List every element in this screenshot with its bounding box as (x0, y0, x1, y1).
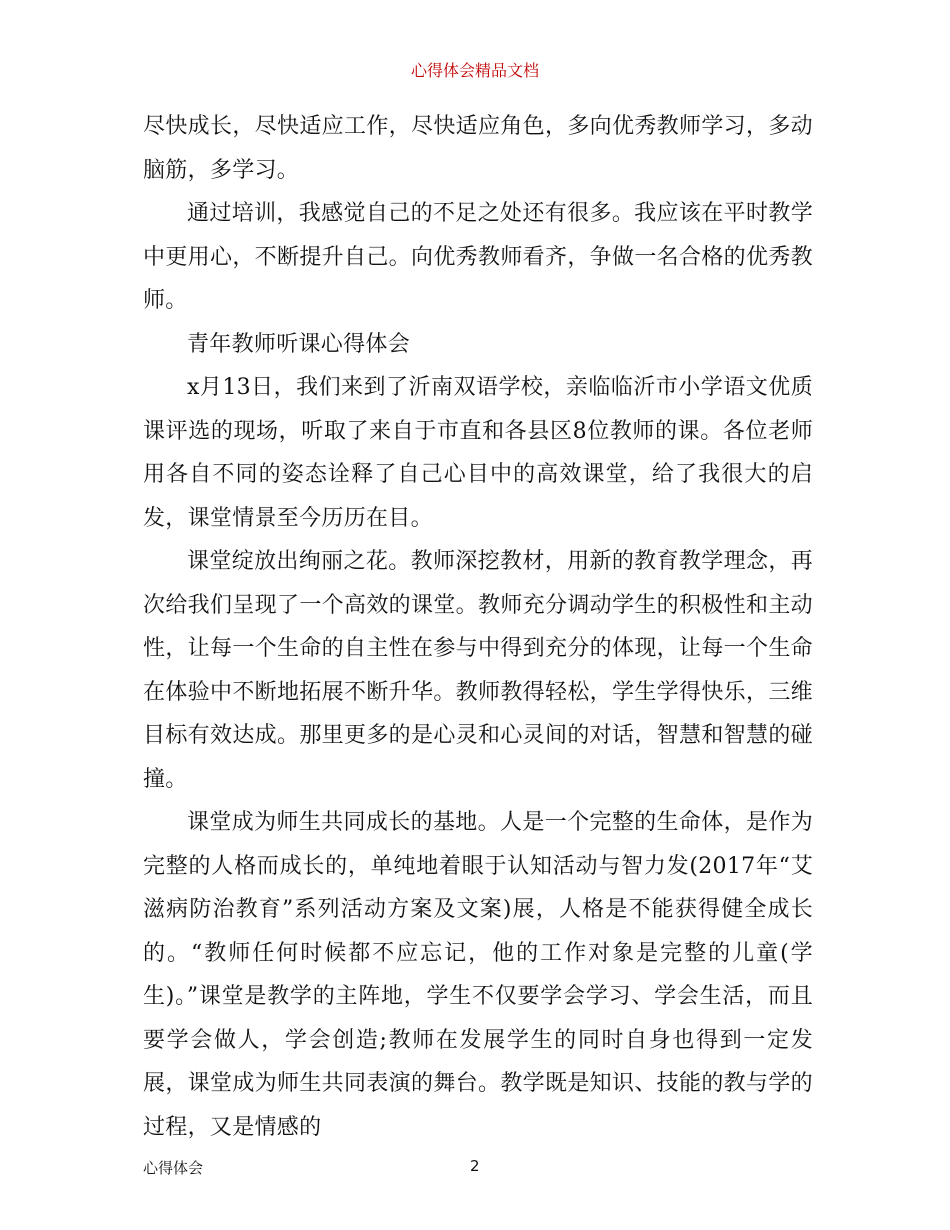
paragraph-school-visit: x月13日，我们来到了沂南双语学校，亲临临沂市小学语文优质课评选的现场，听取了来自于市直和各县区8位教师的课。各位老师用各自不同的姿态诠释了自己心目中的高效课堂，给了我很大的启发，课堂情景至今历历在目。 (143, 375, 813, 531)
paragraph-classroom-flower: 课堂绽放出绚丽之花。教师深挖教材，用新的教育教学理念，再次给我们呈现了一个高效的课堂。教师充分调动学生的积极性和主动性，让每一个生命的自主性在参与中得到充分的体现，让每一个生命在体验中不断地拓展不断升华。教师教得轻松，学生学得快乐，三维目标有效达成。那里更多的是心灵和心灵间的对话，智慧和智慧的碰撞。 (143, 549, 813, 792)
footer-label: 心得体会 (143, 1159, 204, 1177)
paragraph-continuation: 尽快成长，尽快适应工作，尽快适应角色，多向优秀教师学习，多动脑筋，多学习。 (143, 114, 813, 183)
document-header-title: 心得体会精品文档 (410, 61, 539, 80)
paragraph-training-reflection: 通过培训，我感觉自己的不足之处还有很多。我应该在平时教学中更用心，不断提升自己。向优秀教师看齐，争做一名合格的优秀教师。 (143, 201, 813, 313)
section-heading: 青年教师听课心得体会 (187, 331, 411, 357)
document-body (143, 105, 813, 1149)
page-footer (143, 1157, 813, 1177)
page-number: 2 (470, 1157, 480, 1175)
paragraph-growth-base: 课堂成为师生共同成长的基地。人是一个完整的生命体，是作为完整的人格而成长的，单纯地着眼于认知活动与智力发(2017年“艾滋病防治教育”系列活动方案及文案)展，人格是不能获得健全成长的。“教师任何时候都不应忘记，他的工作对象是完整的儿童(学生)。”课堂是教学的主阵地，学生不仅要学会学习、学会生活，而且要学会做人，学会创造;教师在发展学生的同时自身也得到一定发展，课堂成为师生共同表演的舞台。教学既是知识、技能的教与学的过程，又是情感的 (143, 810, 813, 1140)
page-header (0, 58, 950, 81)
